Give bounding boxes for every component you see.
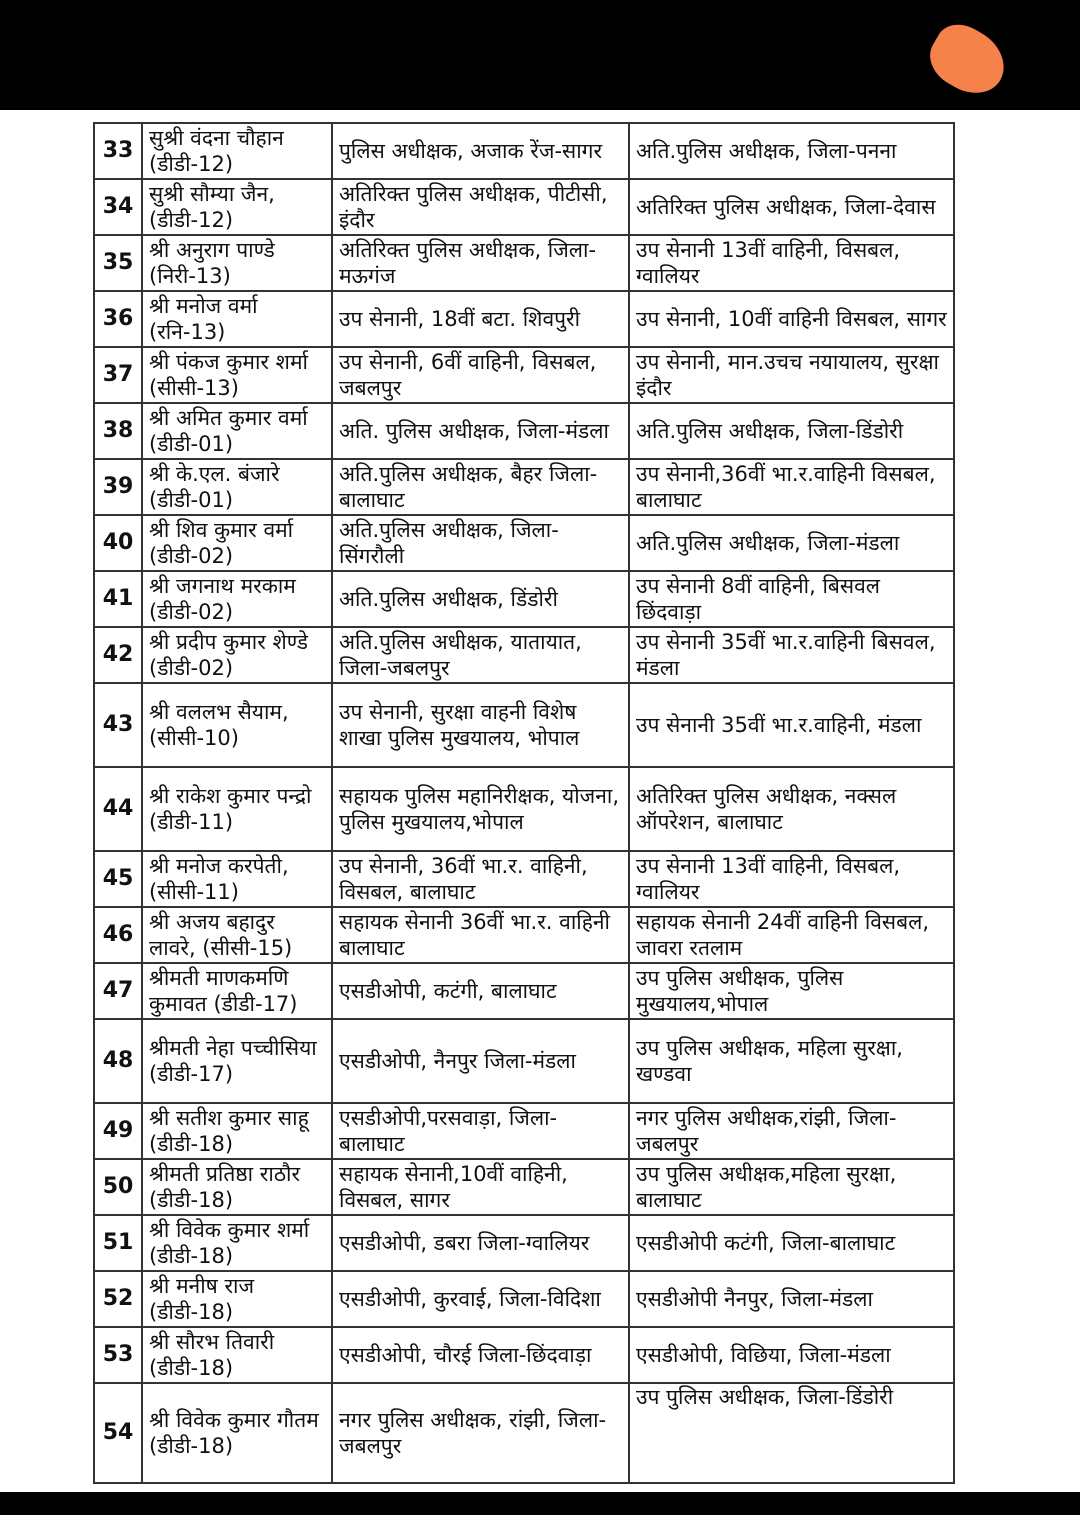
officer-name: श्री अनुराग पाण्डे (निरी-13) xyxy=(142,235,332,291)
row-number: 34 xyxy=(94,179,142,235)
table-row xyxy=(94,179,954,235)
officer-name: सुश्री वंदना चौहान (डीडी-12) xyxy=(142,123,332,179)
officer-name: श्री मनोज वर्मा (रनि-13) xyxy=(142,291,332,347)
row-number: 46 xyxy=(94,907,142,963)
row-number: 39 xyxy=(94,459,142,515)
officer-name: श्री प्रदीप कुमार शेण्डे (डीडी-02) xyxy=(142,627,332,683)
new-posting: उप पुलिस अधीक्षक, जिला-डिंडोरी xyxy=(629,1383,954,1483)
officer-name: श्री राकेश कुमार पन्द्रो (डीडी-11) xyxy=(142,767,332,851)
table-row xyxy=(94,1327,954,1383)
officer-name: श्री के.एल. बंजारे (डीडी-01) xyxy=(142,459,332,515)
new-posting: उप पुलिस अधीक्षक, महिला सुरक्षा, खण्डवा xyxy=(629,1019,954,1103)
current-posting: एसडीओपी, चौरई जिला-छिंदवाड़ा xyxy=(332,1327,629,1383)
table-row xyxy=(94,123,954,179)
table-row xyxy=(94,907,954,963)
current-posting: पुलिस अधीक्षक, अजाक रेंज-सागर xyxy=(332,123,629,179)
table-row xyxy=(94,627,954,683)
officer-name: श्री मनोज करपेती, (सीसी-11) xyxy=(142,851,332,907)
new-posting: अति.पुलिस अधीक्षक, जिला-डिंडोरी xyxy=(629,403,954,459)
new-posting: उप सेनानी 35वीं भा.र.वाहिनी, मंडला xyxy=(629,683,954,767)
current-posting: अति.पुलिस अधीक्षक, बैहर जिला-बालाघाट xyxy=(332,459,629,515)
current-posting: अति. पुलिस अधीक्षक, जिला-मंडला xyxy=(332,403,629,459)
officer-name: श्रीमती प्रतिष्ठा राठौर (डीडी-18) xyxy=(142,1159,332,1215)
officer-name: श्री शिव कुमार वर्मा (डीडी-02) xyxy=(142,515,332,571)
table-row xyxy=(94,571,954,627)
new-posting: अति.पुलिस अधीक्षक, जिला-पनना xyxy=(629,123,954,179)
row-number: 50 xyxy=(94,1159,142,1215)
table-row xyxy=(94,1159,954,1215)
current-posting: उप सेनानी, 6वीं वाहिनी, विसबल, जबलपुर xyxy=(332,347,629,403)
row-number: 37 xyxy=(94,347,142,403)
officer-name: श्री अमित कुमार वर्मा (डीडी-01) xyxy=(142,403,332,459)
officer-name: श्रीमती नेहा पच्चीसिया (डीडी-17) xyxy=(142,1019,332,1103)
officer-name: श्री अजय बहादुर लावरे, (सीसी-15) xyxy=(142,907,332,963)
table-row xyxy=(94,515,954,571)
row-number: 53 xyxy=(94,1327,142,1383)
row-number: 35 xyxy=(94,235,142,291)
current-posting: उप सेनानी, 36वीं भा.र. वाहिनी, विसबल, बालाघाट xyxy=(332,851,629,907)
officer-name: श्री वललभ सैयाम, (सीसी-10) xyxy=(142,683,332,767)
table-row xyxy=(94,347,954,403)
row-number: 44 xyxy=(94,767,142,851)
new-posting: उप पुलिस अधीक्षक,महिला सुरक्षा, बालाघाट xyxy=(629,1159,954,1215)
current-posting: उप सेनानी, सुरक्षा वाहनी विशेष शाखा पुलिस मुखयालय, भोपाल xyxy=(332,683,629,767)
table-row xyxy=(94,235,954,291)
table-row xyxy=(94,1103,954,1159)
table-row xyxy=(94,963,954,1019)
table-row xyxy=(94,1383,954,1483)
current-posting: अतिरिक्त पुलिस अधीक्षक, पीटीसी, इंदौर xyxy=(332,179,629,235)
current-posting: नगर पुलिस अधीक्षक, रांझी, जिला-जबलपुर xyxy=(332,1383,629,1483)
current-posting: एसडीओपी, कटंगी, बालाघाट xyxy=(332,963,629,1019)
new-posting: एसडीओपी नैनपुर, जिला-मंडला xyxy=(629,1271,954,1327)
orange-mark xyxy=(920,15,1016,105)
new-posting: उप सेनानी, 10वीं वाहिनी विसबल, सागर xyxy=(629,291,954,347)
new-posting: उप सेनानी 35वीं भा.र.वाहिनी बिसवल, मंडला xyxy=(629,627,954,683)
current-posting: सहायक सेनानी,10वीं वाहिनी, विसबल, सागर xyxy=(332,1159,629,1215)
row-number: 52 xyxy=(94,1271,142,1327)
officer-name: श्री पंकज कुमार शर्मा (सीसी-13) xyxy=(142,347,332,403)
table-row xyxy=(94,767,954,851)
table-row xyxy=(94,1271,954,1327)
table-row xyxy=(94,1215,954,1271)
new-posting: अति.पुलिस अधीक्षक, जिला-मंडला xyxy=(629,515,954,571)
new-posting: उप सेनानी 8वीं वाहिनी, बिसवल छिंदवाड़ा xyxy=(629,571,954,627)
new-posting: एसडीओपी, विछिया, जिला-मंडला xyxy=(629,1327,954,1383)
transfer-table xyxy=(93,122,955,1484)
new-posting: उप पुलिस अधीक्षक, पुलिस मुखयालय,भोपाल xyxy=(629,963,954,1019)
new-posting: नगर पुलिस अधीक्षक,रांझी, जिला-जबलपुर xyxy=(629,1103,954,1159)
new-posting: उप सेनानी 13वीं वाहिनी, विसबल, ग्वालियर xyxy=(629,235,954,291)
table-row xyxy=(94,683,954,767)
row-number: 33 xyxy=(94,123,142,179)
new-posting: उप सेनानी,36वीं भा.र.वाहिनी विसबल, बालाघाट xyxy=(629,459,954,515)
new-posting: एसडीओपी कटंगी, जिला-बालाघाट xyxy=(629,1215,954,1271)
current-posting: एसडीओपी, कुरवाई, जिला-विदिशा xyxy=(332,1271,629,1327)
row-number: 47 xyxy=(94,963,142,1019)
row-number: 49 xyxy=(94,1103,142,1159)
officer-name: सुश्री सौम्या जैन, (डीडी-12) xyxy=(142,179,332,235)
row-number: 48 xyxy=(94,1019,142,1103)
row-number: 43 xyxy=(94,683,142,767)
current-posting: अति.पुलिस अधीक्षक, डिंडोरी xyxy=(332,571,629,627)
current-posting: सहायक पुलिस महानिरीक्षक, योजना, पुलिस मुखयालय,भोपाल xyxy=(332,767,629,851)
officer-name: श्री विवेक कुमार शर्मा (डीडी-18) xyxy=(142,1215,332,1271)
officer-name: श्री जगनाथ मरकाम (डीडी-02) xyxy=(142,571,332,627)
new-posting: सहायक सेनानी 24वीं वाहिनी विसबल, जावरा रतलाम xyxy=(629,907,954,963)
table-row xyxy=(94,851,954,907)
new-posting: उप सेनानी, मान.उचच नयायालय, सुरक्षा इंदौर xyxy=(629,347,954,403)
officer-name: श्री मनीष राज (डीडी-18) xyxy=(142,1271,332,1327)
row-number: 40 xyxy=(94,515,142,571)
officer-name: श्री विवेक कुमार गौतम (डीडी-18) xyxy=(142,1383,332,1483)
current-posting: अति.पुलिस अधीक्षक, जिला-सिंगरौली xyxy=(332,515,629,571)
row-number: 41 xyxy=(94,571,142,627)
current-posting: अति.पुलिस अधीक्षक, यातायात, जिला-जबलपुर xyxy=(332,627,629,683)
current-posting: सहायक सेनानी 36वीं भा.र. वाहिनी बालाघाट xyxy=(332,907,629,963)
current-posting: उप सेनानी, 18वीं बटा. शिवपुरी xyxy=(332,291,629,347)
top-bar xyxy=(0,0,1080,110)
row-number: 54 xyxy=(94,1383,142,1483)
bottom-bar xyxy=(0,1492,1080,1515)
new-posting: उप सेनानी 13वीं वाहिनी, विसबल, ग्वालियर xyxy=(629,851,954,907)
current-posting: एसडीओपी, नैनपुर जिला-मंडला xyxy=(332,1019,629,1103)
table-row xyxy=(94,403,954,459)
officer-name: श्री सतीश कुमार साहू (डीडी-18) xyxy=(142,1103,332,1159)
row-number: 38 xyxy=(94,403,142,459)
table-row xyxy=(94,459,954,515)
current-posting: अतिरिक्त पुलिस अधीक्षक, जिला-मऊगंज xyxy=(332,235,629,291)
table-row xyxy=(94,1019,954,1103)
officer-name: श्री सौरभ तिवारी (डीडी-18) xyxy=(142,1327,332,1383)
new-posting: अतिरिक्त पुलिस अधीक्षक, जिला-देवास xyxy=(629,179,954,235)
table-row xyxy=(94,291,954,347)
current-posting: एसडीओपी, डबरा जिला-ग्वालियर xyxy=(332,1215,629,1271)
new-posting: अतिरिक्त पुलिस अधीक्षक, नक्सल ऑपरेशन, बालाघाट xyxy=(629,767,954,851)
current-posting: एसडीओपी,परसवाड़ा, जिला-बालाघाट xyxy=(332,1103,629,1159)
row-number: 45 xyxy=(94,851,142,907)
row-number: 51 xyxy=(94,1215,142,1271)
document-page xyxy=(0,110,1080,1492)
officer-name: श्रीमती माणकमणि कुमावत (डीडी-17) xyxy=(142,963,332,1019)
row-number: 42 xyxy=(94,627,142,683)
row-number: 36 xyxy=(94,291,142,347)
